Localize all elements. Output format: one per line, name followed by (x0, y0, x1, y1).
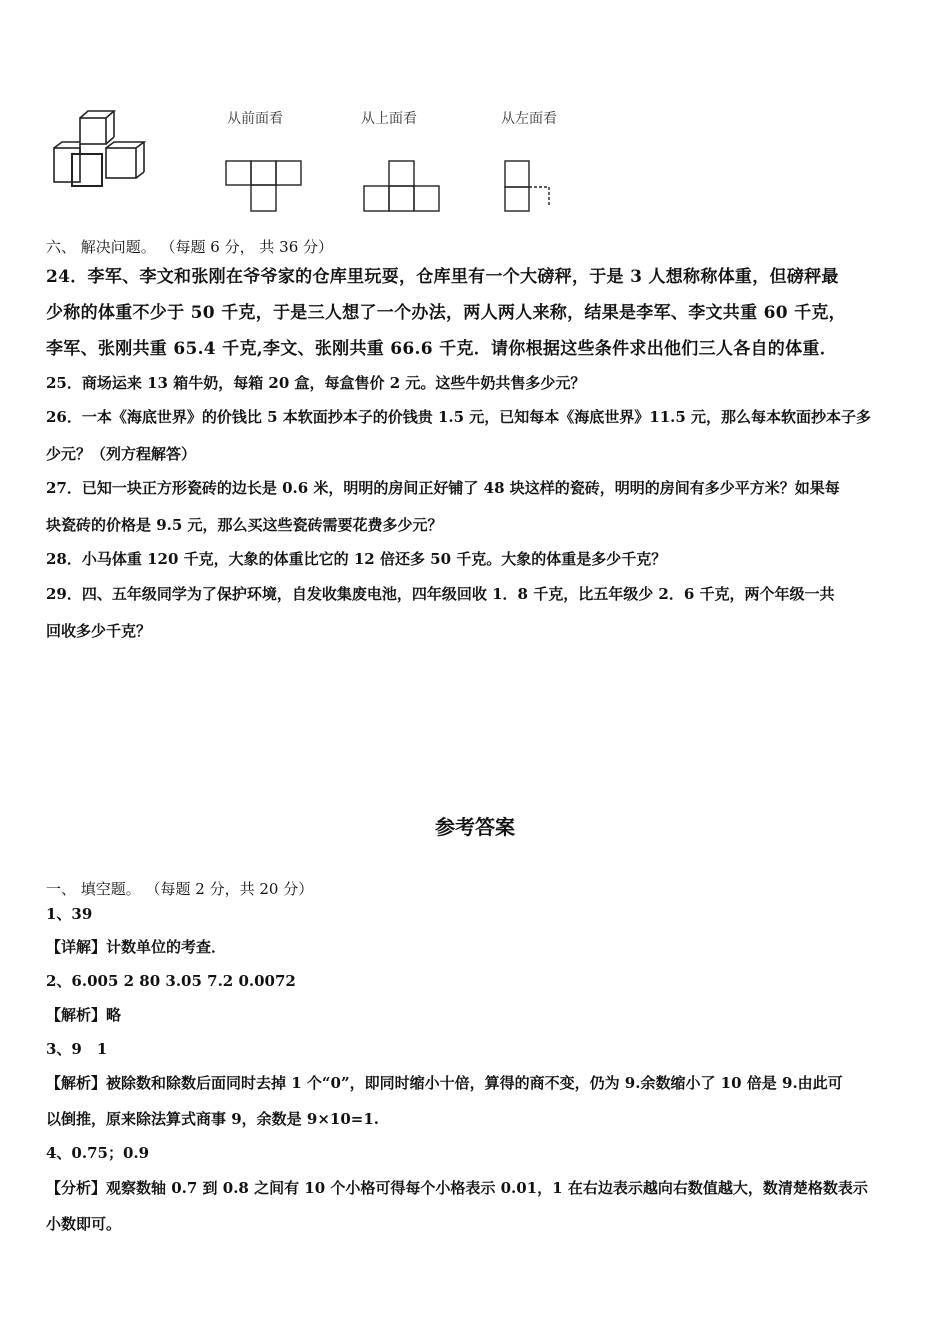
left-view-label: 从左面看 (501, 111, 557, 127)
answers-section1-heading: 一、 填空题。 （每题 2 分，共 20 分） (46, 880, 314, 898)
q28: 28．小马体重 120 千克，大象的体重比它的 12 倍还多 50 千克。大象的体重是多少千克？ (46, 550, 667, 568)
q26-line-2: 少元？（列方程解答） (46, 445, 197, 463)
answer-3-note-line-1: 【解析】被除数和除数后面同时去掉 1 个“0”，即同时缩小十倍，算得的商不变，仍为 9.余数缩小了 10 倍是 9.由此可 (46, 1074, 843, 1092)
answer-4-note-line-1: 【分析】观察数轴 0.7 到 0.8 之间有 10 个小格可得每个小格表示 0.01，1 在右边表示越向右数值越大，数清楚格数表示 (46, 1179, 868, 1197)
left-view-drawing (501, 155, 571, 215)
section6-heading: 六、 解决问题。 （每题 6 分， 共 36 分） (46, 238, 334, 256)
q24-line-1: 24．李军、李文和张刚在爷爷家的仓库里玩耍，仓库里有一个大磅秤，于是 3 人想称称体重，但磅秤最 (46, 267, 839, 287)
q24-line-3: 李军、张刚共重 65.4 千克,李文、张刚共重 66.6 千克．请你根据这些条件求出他们三人各自的体重． (46, 339, 837, 359)
three-view-figure (45, 100, 605, 220)
answer-1: 1、39 (46, 905, 93, 923)
answer-2: 2、6.005 2 80 3.05 7.2 0.0072 (46, 972, 296, 990)
answer-4-note-line-2: 小数即可。 (46, 1215, 122, 1233)
answer-3-note-line-2: 以倒推，原来除法算式商事 9，余数是 9×10=1. (46, 1110, 379, 1128)
front-view-drawing (223, 155, 313, 215)
answer-2-note: 【解析】略 (46, 1006, 122, 1024)
q27-line-2: 块瓷砖的价格是 9.5 元，那么买这些瓷砖需要花费多少元？ (46, 516, 443, 534)
top-view-drawing (361, 155, 451, 215)
q24-line-2: 少称的体重不少于 50 千克，于是三人想了一个办法，两人两人来称，结果是李军、李文共重 60 千克， (46, 303, 846, 323)
q26-line-1: 26．一本《海底世界》的价钱比 5 本软面抄本子的价钱贵 1.5 元，已知每本《海底世界》11.5 元，那么每本软面抄本子多 (46, 408, 872, 426)
q29-line-2: 回收多少千克？ (46, 622, 152, 640)
answer-1-note: 【详解】计数单位的考查． (46, 938, 227, 956)
front-view-label: 从前面看 (227, 111, 283, 127)
q25: 25．商场运来 13 箱牛奶，每箱 20 盒，每盒售价 2 元。这些牛奶共售多少元？ (46, 374, 586, 392)
q27-line-1: 27．已知一块正方形瓷砖的边长是 0.6 米，明明的房间正好铺了 48 块这样的瓷砖，明明的房间有多少平方米？如果每 (46, 479, 840, 497)
answer-4: 4、0.75；0.9 (46, 1144, 150, 1162)
cube-stack-drawing (50, 108, 150, 190)
answer-3: 3、9 1 (46, 1040, 108, 1058)
answers-title: 参考答案 (435, 815, 515, 839)
top-view-label: 从上面看 (361, 111, 417, 127)
q29-line-1: 29．四、五年级同学为了保护环境，自发收集废电池，四年级回收 1．8 千克，比五年级少 2．6 千克，两个年级一共 (46, 585, 835, 603)
